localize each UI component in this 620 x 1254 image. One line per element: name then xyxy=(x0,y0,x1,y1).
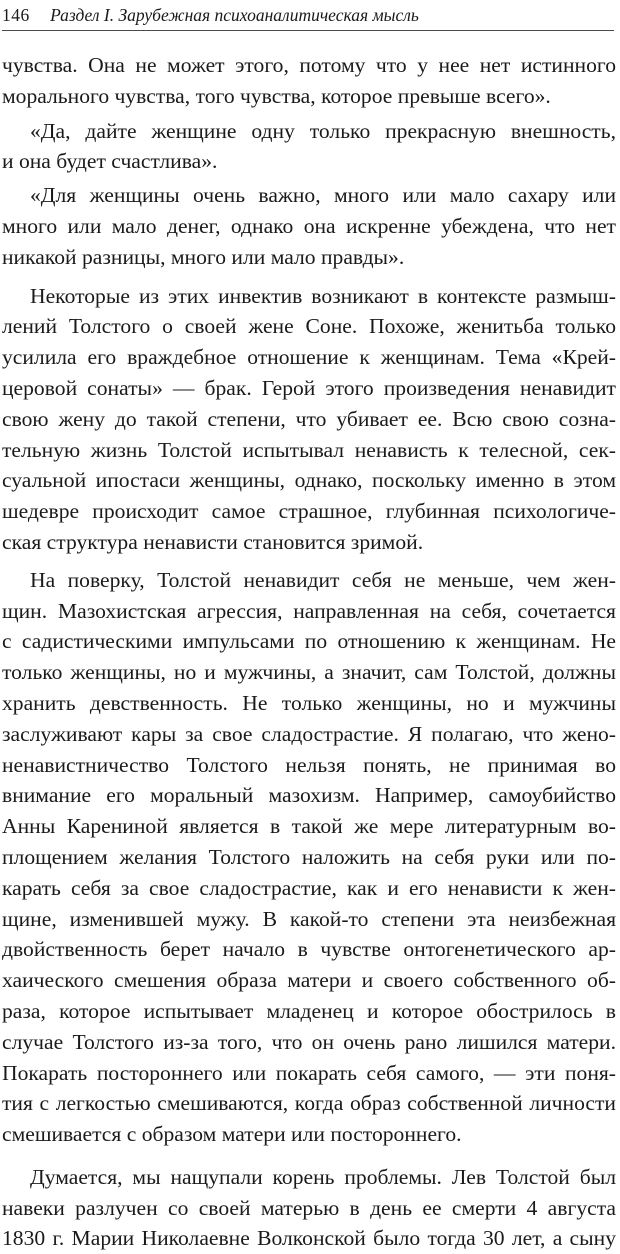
text-line: много или мало денег, однако она искренне убеждена, что нет xyxy=(2,213,616,238)
text-line: ская структура ненависти становится зримой. xyxy=(2,529,424,554)
text-line: Некоторые из этих инвектив возникают в контексте размыш- xyxy=(30,283,616,308)
text-line: «Да, дайте женщине одну только прекрасную внешность, xyxy=(30,118,616,143)
body-text xyxy=(2,50,616,1254)
paragraph xyxy=(2,116,616,178)
text-line: свою жену до такой степени, что убивает ее. Всю свою созна- xyxy=(2,406,616,431)
paragraph xyxy=(2,50,616,112)
text-line: ненавистничество Толстого нельзя понять, не принимая во xyxy=(2,752,616,777)
text-line: Анны Карениной является в такой же мере литературным во- xyxy=(2,814,616,839)
text-line: церовой сонаты» — брак. Герой этого произведения ненавидит xyxy=(2,375,616,400)
text-line: шедевре происходит самое страшное, глубинная психологиче- xyxy=(2,499,616,524)
text-line: и она будет счастлива». xyxy=(2,149,218,174)
text-line: На поверку, Толстой ненавидит себя не меньше, чем жен- xyxy=(30,567,616,592)
text-line: морального чувства, того чувства, которое превыше всего». xyxy=(2,83,551,108)
text-line: смешивается с образом матери или постороннего. xyxy=(2,1122,462,1147)
text-line: с садистическими импульсами по отношению к женщинам. Не xyxy=(2,629,616,654)
text-line: Думается, мы нащупали корень проблемы. Лев Толстой был xyxy=(30,1164,616,1189)
text-line: двойственность берет начало в чувстве онтогенетического ар- xyxy=(2,937,616,962)
text-line: площением желания Толстого наложить на себя руки или по- xyxy=(2,844,616,869)
text-line: внимание его моральный мазохизм. Например, самоубийство xyxy=(2,783,616,808)
text-line: тельную жизнь Толстой испытывал ненависть к телесной, сек- xyxy=(2,437,616,462)
paragraph xyxy=(2,281,616,558)
text-line: щин. Мазохистская агрессия, направленная на себя, сочетается xyxy=(2,598,616,623)
text-line: никакой разницы, много или мало правды». xyxy=(2,244,405,269)
text-line: навеки разлучен со своей матерью в день ее смерти 4 августа xyxy=(2,1195,616,1220)
running-head: Раздел I. Зарубежная психоаналитическая мысль xyxy=(50,5,419,25)
text-line: заслуживают кары за свое сладострастие. Я полагаю, что жено- xyxy=(2,721,616,746)
text-line: «Для женщины очень важно, много или мало сахару или xyxy=(30,183,616,208)
paragraph xyxy=(2,565,616,1150)
text-line: хранить девственность. Не только женщины, но и мужчины xyxy=(2,690,616,715)
text-line: чувства. Она не может этого, потому что у нее нет истинного xyxy=(2,53,616,77)
paragraph xyxy=(2,180,616,272)
text-line: раза, которое испытывает младенец и которое обострилось в xyxy=(2,998,616,1023)
text-line: суальной ипостаси женщины, однако, поскольку именно в этом xyxy=(2,468,616,493)
text-line: только женщины, но и мужчины, а значит, сам Толстой, должны xyxy=(2,660,616,685)
text-line: карать себя за свое сладострастие, как и его ненависти к жен- xyxy=(2,875,616,900)
page-number: 146 xyxy=(2,5,30,25)
text-line: усилила его враждебное отношение к женщинам. Тема «Крей- xyxy=(2,345,616,370)
page-header xyxy=(2,4,614,31)
text-line: случае Толстого из-за того, что он очень рано лишился матери. xyxy=(2,1029,616,1054)
text-line: хаического смешения образа матери и своего собственного об- xyxy=(2,968,616,993)
text-line: щине, изменившей мужу. В какой-то степени эта неизбежная xyxy=(2,906,616,931)
text-line: Покарать постороннего или покарать себя самого, — эти поня- xyxy=(2,1060,616,1085)
text-line: тия с легкостью смешиваются, когда образ собственной личности xyxy=(2,1091,616,1116)
paragraph xyxy=(2,1162,616,1254)
text-line: 1830 г. Марии Николаевне Волконской было тогда 30 лет, а сыну xyxy=(2,1226,616,1251)
text-line: лений Толстого о своей жене Соне. Похоже, женитьба только xyxy=(2,314,616,339)
